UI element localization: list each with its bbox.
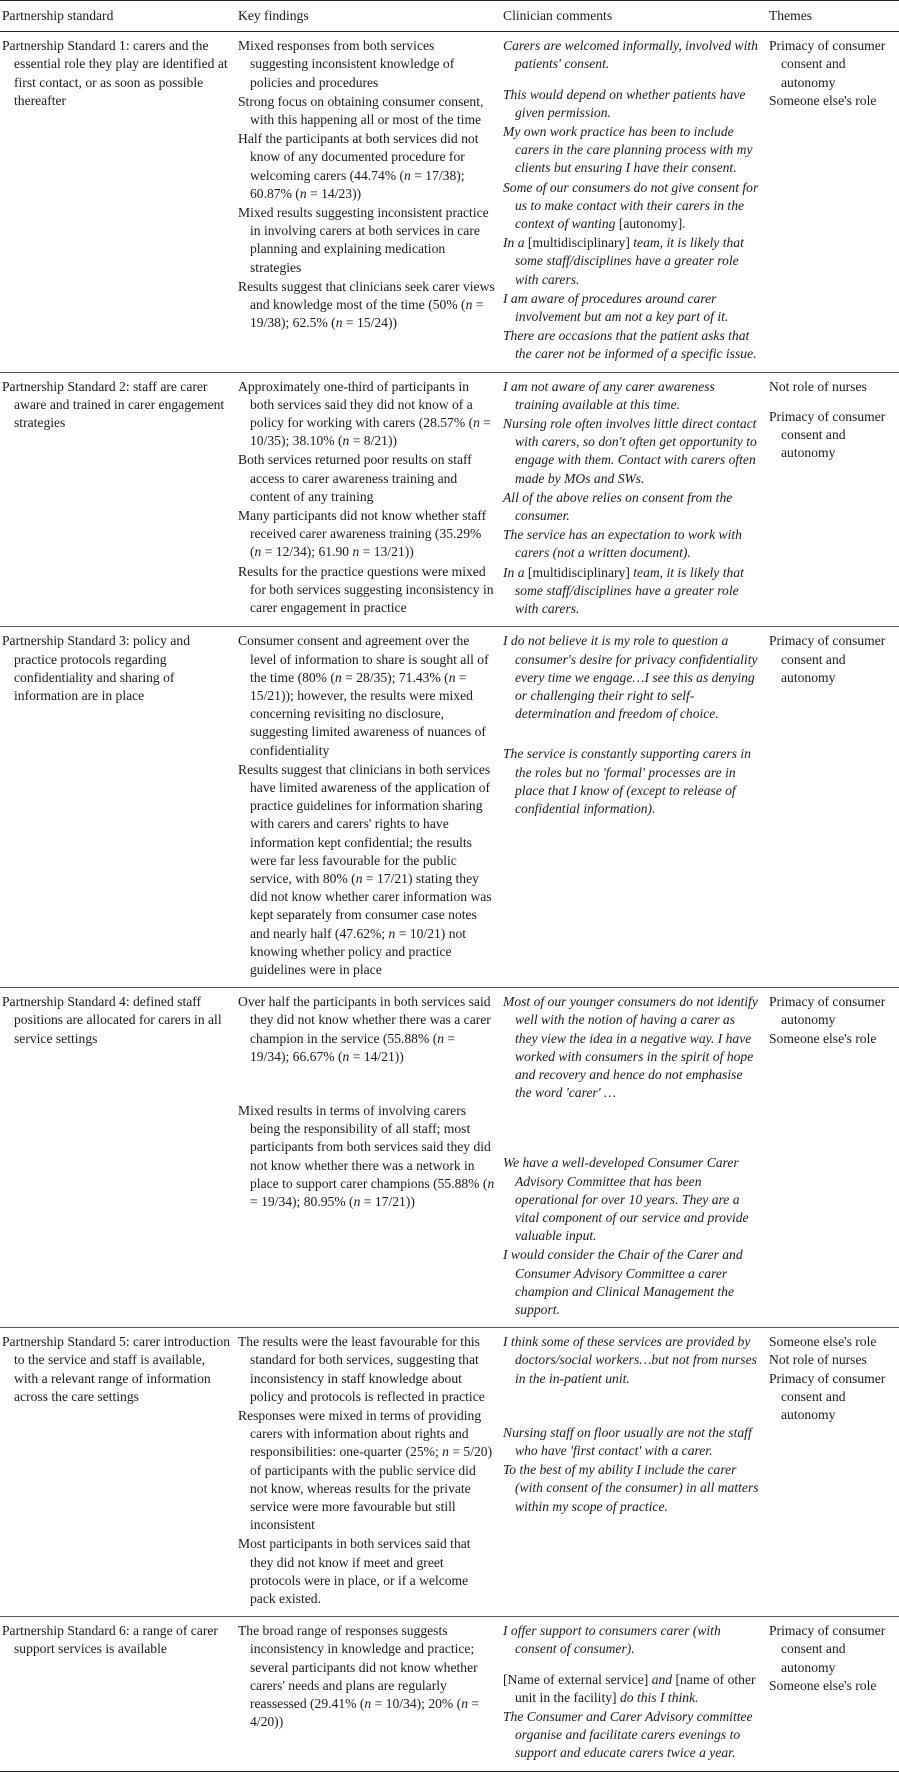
theme-item: Someone else's role	[769, 1334, 877, 1350]
partnership-standard-text: Partnership Standard 5: carer introduction to the service and staff is available, with a relevant range of information across the care settings	[2, 1334, 231, 1404]
clinician-comment: To the best of my ability I include the carer (with consent of the consumer) in all matters within my scope of practice.	[503, 1462, 759, 1514]
partnership-standard-cell	[0, 1617, 236, 1771]
clinician-comment: I offer support to consumers carer (with consent of consumer).	[503, 1623, 721, 1657]
key-finding: Half the participants at both services did not know of any documented procedure for welcoming carers (44.74% (n = 17/38); 60.87% (n = 14/23))	[238, 131, 479, 201]
theme-item: Primacy of consumer consent and autonomy	[769, 633, 886, 685]
clinician-comment: Nursing staff on floor usually are not the staff who have 'first contact' with a carer.	[503, 1424, 752, 1459]
key-finding: The broad range of responses suggests inconsistency in knowledge and practice; several participants did not know whether carers' needs and plans are regularly reassessed (29.41% (n = 10/34); 20% (n = 4/20))	[238, 1623, 480, 1730]
key-finding: Mixed results suggesting inconsistent practice in involving carers at both services in care planning and explaining medication strategies	[238, 205, 489, 275]
theme-item: Primacy of consumer consent and autonomy	[769, 1623, 886, 1675]
key-finding: Consumer consent and agreement over the level of information to share is sought all of the time (80% (n = 28/35); 71.43% (n = 15/21)); however, the results were mixed concerning revisiting no disclosure, suggesting limited awareness of nuances of confidentiality	[238, 633, 489, 758]
partnership-standard-text: Partnership Standard 4: defined staff positions are allocated for carers in all service settings	[2, 994, 222, 1046]
key-finding: Approximately one-third of participants in both services said they did not know of a policy for working with carers (28.57% (n = 10/35); 38.10% (n = 8/21))	[238, 378, 491, 449]
theme-item: Someone else's role	[769, 92, 877, 108]
themes-cell	[767, 32, 899, 372]
theme-item: Primacy of consumer consent and autonomy	[769, 408, 886, 461]
clinician-comment: Some of our consumers do not give consent for us to make contact with their carers in the context of wanting [autonomy].	[503, 179, 759, 232]
header-clinician-comments: Clinician comments	[501, 1, 767, 32]
key-finding: The results were the least favourable for this standard for both services, suggesting that inconsistency in staff knowledge about policy and protocols is reflected in practice	[238, 1334, 485, 1404]
clinician-comment: The service has an expectation to work with carers (not a written document).	[503, 527, 742, 561]
partnership-standard-cell	[0, 32, 236, 372]
partnership-standard-cell	[0, 372, 236, 627]
table-row	[0, 32, 899, 372]
themes-cell	[767, 372, 899, 627]
clinician-comment: We have a well-developed Consumer Carer Advisory Committee that has been operational for over 10 years. They are a vital component of our service and provide valuable input.	[503, 1155, 749, 1244]
clinician-comment: I think some of these services are provided by doctors/social workers…but not from nurses in the in-patient unit.	[503, 1334, 757, 1386]
theme-item: Primacy of consumer autonomy	[769, 994, 886, 1028]
clinician-comment: This would depend on whether patients have given permission.	[503, 86, 746, 120]
key-finding: Many participants did not know whether staff received carer awareness training (35.29% (n = 12/34); 61.90 n = 13/21))	[238, 508, 487, 560]
table-row	[0, 372, 899, 627]
clinician-comment: [Name of external service] and [name of other unit in the facility] do this I think.	[503, 1671, 756, 1705]
table-header-row	[0, 1, 899, 32]
partnership-standard-cell	[0, 1328, 236, 1617]
clinician-comment: In a [multidisciplinary] team, it is likely that some staff/disciplines have a greater role with carers.	[503, 564, 744, 617]
key-finding: Results for the practice questions were mixed for both services suggesting inconsistency in carer engagement in practice	[238, 563, 494, 616]
clinician-comment: I do not believe it is my role to question a consumer's desire for privacy confidentiality every time we engage…I see this as denying or challenging their right to self-determination and freedom of choice.	[503, 633, 758, 722]
theme-item: Someone else's role	[769, 1677, 877, 1693]
key-findings-cell	[236, 372, 501, 627]
key-finding: Strong focus on obtaining consumer consent, with this happening all or most of the time	[238, 93, 484, 128]
clinician-comment: All of the above relies on consent from the consumer.	[503, 489, 733, 524]
table-body	[0, 32, 899, 1771]
clinician-comments-cell	[501, 372, 767, 627]
partnership-standard-cell	[0, 627, 236, 988]
clinician-comments-cell	[501, 1617, 767, 1771]
clinician-comment: In a [multidisciplinary] team, it is likely that some staff/disciplines have a greater role with carers.	[503, 235, 744, 287]
theme-item: Primacy of consumer consent and autonomy	[769, 38, 886, 90]
key-finding: Mixed responses from both services suggesting inconsistent knowledge of policies and procedures	[238, 38, 455, 90]
clinician-comments-cell	[501, 32, 767, 372]
clinician-comment: I am aware of procedures around carer involvement but am not a key part of it.	[503, 290, 729, 325]
themes-cell	[767, 988, 899, 1328]
header-partnership-standard: Partnership standard	[0, 1, 236, 32]
table-row	[0, 627, 899, 988]
key-finding: Most participants in both services said that they did not know if meet and greet protocols were in place, or if a welcome pack existed.	[238, 1536, 471, 1607]
theme-item: Someone else's role	[769, 1030, 877, 1046]
clinician-comment: I am not aware of any carer awareness training available at this time.	[503, 378, 715, 412]
theme-item: Not role of nurses	[769, 1352, 867, 1368]
clinician-comment: Most of our younger consumers do not identify well with the notion of having a carer as they view the idea in a negative way. I have worked with consumers in the spirit of hope and recovery and hence do not emphasise the word 'carer' …	[503, 994, 758, 1101]
key-finding: Mixed results in terms of involving carers being the responsibility of all staff; most participants from both services said they did not know whether there was a network in place to support carer champions (55.88% (n = 19/34); 80.95% (n = 17/21))	[238, 1102, 495, 1209]
partnership-standard-text: Partnership Standard 1: carers and the essential role they play are identified at first contact, or as soon as possible thereafter	[2, 38, 228, 108]
theme-item: Not role of nurses	[769, 378, 867, 394]
partnership-standard-cell	[0, 988, 236, 1328]
clinician-comments-cell	[501, 1328, 767, 1617]
clinician-comment: The Consumer and Carer Advisory committee organise and facilitate carers evenings to support and educate carers twice a year.	[503, 1709, 753, 1761]
key-finding: Responses were mixed in terms of providing carers with information about rights and responsibilities: one-quarter (25%; n = 5/20) of participants with the public service did not know, whereas results for the private service were more favourable but still inconsistent	[238, 1408, 493, 1533]
key-findings-cell	[236, 627, 501, 988]
key-findings-cell	[236, 1328, 501, 1617]
clinician-comment: I would consider the Chair of the Carer and Consumer Advisory Committee a carer champion and Clinical Management the support.	[503, 1247, 743, 1317]
clinician-comment: Carers are welcomed informally, involved with patients' consent.	[503, 38, 758, 72]
themes-cell	[767, 1328, 899, 1617]
clinician-comment: My own work practice has been to include carers in the care planning process with my clients but ensuring I have their consent.	[503, 124, 753, 176]
key-findings-cell	[236, 32, 501, 372]
header-key-findings: Key findings	[236, 1, 501, 32]
key-findings-cell	[236, 988, 501, 1328]
table-row	[0, 1617, 899, 1771]
themes-cell	[767, 627, 899, 988]
clinician-comment: Nursing role often involves little direct contact with carers, so don't often get opportunity to engage with them. Contact with carers often made by MOs and SWs.	[503, 416, 757, 486]
header-themes: Themes	[767, 1, 899, 32]
key-findings-cell	[236, 1617, 501, 1771]
clinician-comment: There are occasions that the patient asks that the carer not be informed of a specific issue.	[503, 328, 757, 362]
key-finding: Results suggest that clinicians in both services have limited awareness of the application of practice guidelines for information sharing with carers and carers' rights to have information kept confidential; the results were far less favourable for the public service, with 80% (n = 17/21) stating they did not know whether carer information was kept separately from consumer case notes and nearly half (47.62%; n = 10/21) not knowing whether policy and practice guidelines were in place	[238, 761, 492, 977]
key-finding: Results suggest that clinicians seek carer views and knowledge most of the time (50% (n = 19/38); 62.5% (n = 15/24))	[238, 278, 495, 331]
partnership-standard-text: Partnership Standard 6: a range of carer support services is available	[2, 1623, 218, 1657]
theme-item: Primacy of consumer consent and autonomy	[769, 1370, 886, 1423]
table-row	[0, 988, 899, 1328]
partnership-standard-text: Partnership Standard 2: staff are carer aware and trained in carer engagement strategies	[2, 378, 225, 431]
themes-cell	[767, 1617, 899, 1771]
clinician-comments-cell	[501, 627, 767, 988]
partnership-standard-text: Partnership Standard 3: policy and practice protocols regarding confidentiality and sharing of information are in place	[2, 633, 191, 703]
clinician-comment: The service is constantly supporting carers in the roles but no 'formal' processes are in place that I know of (except to release of confidential information).	[503, 746, 751, 816]
table-row	[0, 1328, 899, 1617]
key-finding: Both services returned poor results on staff access to carer awareness training and content of any training	[238, 452, 472, 504]
clinician-comments-cell	[501, 988, 767, 1328]
key-finding: Over half the participants in both services said they did not know whether there was a carer champion in the service (55.88% (n = 19/34); 66.67% (n = 14/21))	[238, 994, 491, 1064]
